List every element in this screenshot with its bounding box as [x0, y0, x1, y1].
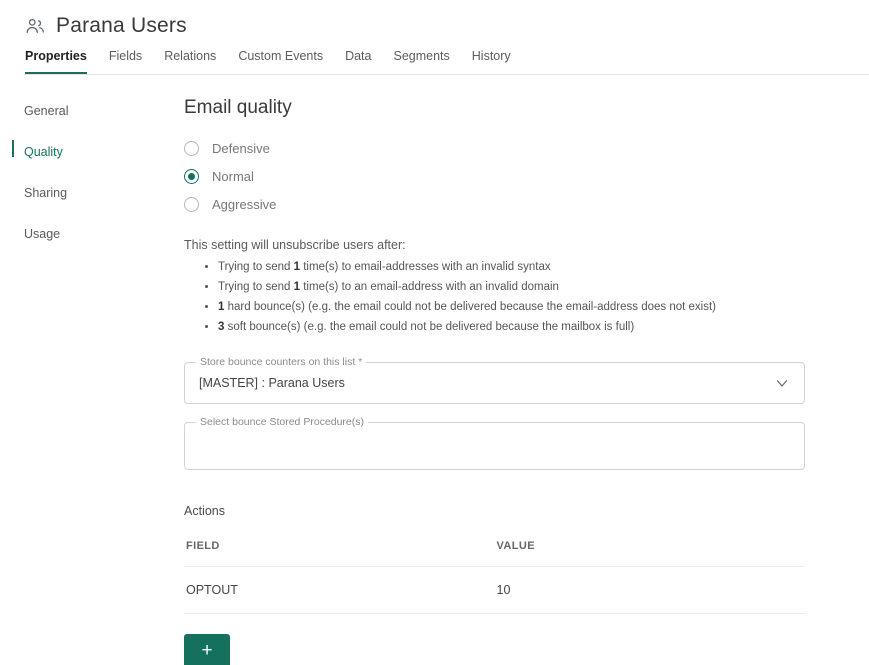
list-item: [218, 300, 805, 316]
sidebar: [0, 75, 142, 665]
unsubscribe-rules-list: [184, 260, 805, 336]
sidebar-item-usage[interactable]: Usage: [24, 227, 61, 241]
rule-text-post: soft bounce(s) (e.g. the email could not be delivered because the mailbox is full): [224, 321, 635, 334]
tab-history[interactable]: History: [471, 49, 511, 63]
actions-label: Actions: [184, 503, 225, 518]
cell-field: OPTOUT: [184, 566, 495, 613]
page-body: [0, 75, 869, 665]
radio-option-aggressive[interactable]: [184, 197, 805, 212]
list-item: [218, 320, 805, 336]
page-title: Parana Users: [56, 14, 187, 37]
sidebar-item-general[interactable]: General: [24, 104, 69, 118]
setting-note: This setting will unsubscribe users after:: [184, 238, 406, 252]
actions-table: [184, 536, 805, 614]
column-header-value: VALUE: [495, 536, 806, 567]
table-row[interactable]: [184, 566, 805, 613]
rule-value: 1: [293, 261, 301, 273]
stored-procedure-input[interactable]: [184, 415, 805, 470]
rule-text-post: time(s) to email-addresses with an invalid syntax: [300, 261, 551, 273]
cell-value: 10: [495, 566, 806, 613]
radio-aggressive-label: Aggressive: [212, 197, 277, 212]
list-item: [218, 280, 805, 296]
radio-normal-label: Normal: [212, 169, 254, 184]
tab-fields[interactable]: Fields: [108, 49, 143, 63]
people-icon: [24, 15, 46, 37]
radio-defensive[interactable]: [184, 141, 199, 156]
bounce-counter-legend: Store bounce counters on this list *: [196, 356, 366, 368]
radio-defensive-label: Defensive: [212, 141, 270, 156]
bounce-counter-value: [MASTER] : Parana Users: [199, 375, 345, 390]
sidebar-item-quality[interactable]: Quality: [0, 136, 142, 168]
rule-value: 3: [218, 321, 225, 334]
section-title: Email quality: [184, 97, 292, 118]
tab-relations[interactable]: Relations: [164, 49, 217, 63]
tab-properties[interactable]: Properties: [25, 49, 87, 74]
rule-text-pre: Trying to send: [218, 261, 294, 273]
radio-normal[interactable]: [184, 169, 199, 184]
rule-value: 1: [293, 281, 301, 294]
list-item: [218, 260, 805, 276]
rule-text-post: hard bounce(s) (e.g. the email could not be delivered because the email-address does not exist): [224, 301, 716, 314]
bounce-counter-select[interactable]: [184, 355, 805, 404]
content-panel: [142, 75, 869, 665]
page-header: [0, 0, 869, 75]
column-header-field: FIELD: [184, 536, 495, 567]
chevron-down-icon[interactable]: [773, 374, 791, 392]
rule-text-pre: Trying to send: [218, 281, 294, 294]
radio-option-defensive[interactable]: [184, 141, 805, 156]
rule-text-post: time(s) to an email-address with an invalid domain: [300, 281, 559, 294]
stored-procedure-legend: Select bounce Stored Procedure(s): [196, 416, 368, 428]
tab-data[interactable]: Data: [345, 49, 372, 63]
table-header-row: [184, 536, 805, 567]
radio-option-normal[interactable]: [184, 169, 805, 184]
title-row: [24, 14, 869, 38]
tab-segments[interactable]: Segments: [393, 49, 450, 63]
tab-bar: [24, 49, 869, 75]
add-action-button[interactable]: +: [184, 634, 230, 665]
sidebar-item-sharing[interactable]: Sharing: [24, 186, 68, 200]
tab-custom-events[interactable]: Custom Events: [238, 49, 324, 63]
rule-value: 1: [218, 301, 225, 314]
radio-aggressive[interactable]: [184, 197, 199, 212]
